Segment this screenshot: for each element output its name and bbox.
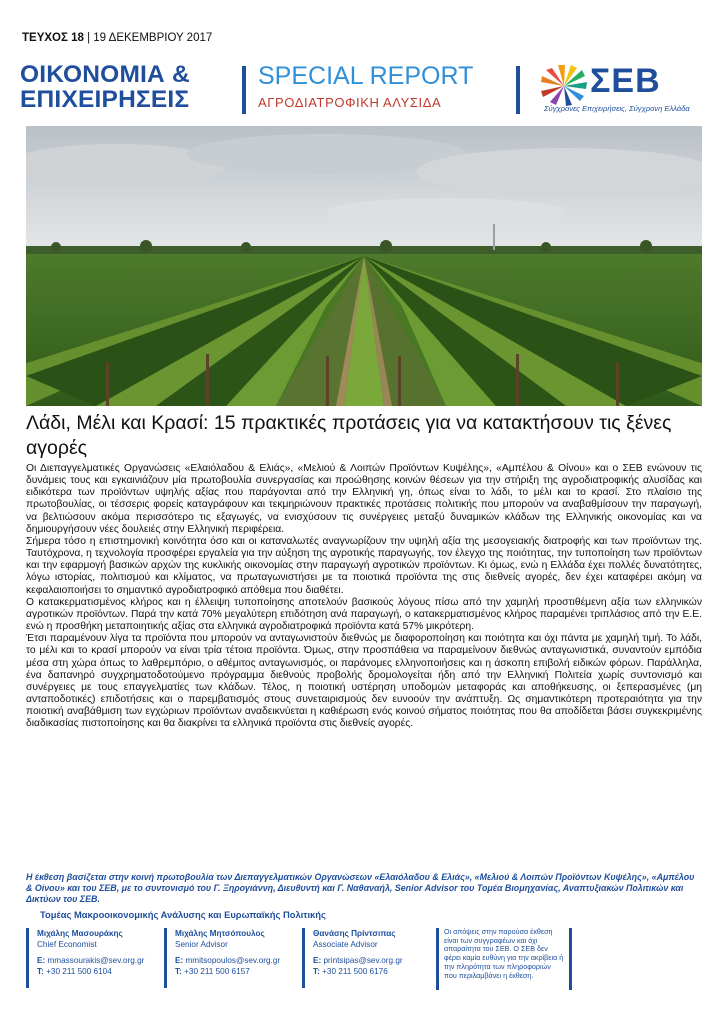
- contact-name: Θανάσης Πρίντσιπας: [313, 929, 396, 938]
- issue-separator: |: [87, 32, 91, 44]
- special-report-label: SPECIAL REPORT: [258, 62, 474, 90]
- phone-key: T:: [175, 967, 182, 976]
- contact-phone: +30 211 500 6157: [184, 967, 250, 976]
- department-name: Τομέας Μακροοικονομικής Ανάλυσης και Ευρωπαϊκής Πολιτικής: [40, 909, 326, 920]
- contact-role: Associate Advisor: [313, 940, 378, 949]
- article-body: [26, 463, 702, 730]
- report-topic: ΑΓΡΟΔΙΑΤΡΟΦΙΚΗ ΑΛΥΣΙΔΑ: [258, 95, 442, 110]
- contact-list: [26, 928, 456, 988]
- contact-card: [164, 928, 299, 988]
- phone-key: T:: [37, 967, 44, 976]
- article-paragraph: Οι Διεπαγγελματικές Οργανώσεις «Ελαιόλαδου & Ελιάς», «Μελιού & Λοιπών Προϊόντων Κυψέλης», «Αμπέλου & Οίνου» και ο ΣΕΒ ενώνουν τις δυνάμεις τους και εγκαινιάζουν μία πρωτοβουλία συνεργασίας και προώθησης κοινών θέσεων για την στήριξη της αγροδιατροφικής αλυσίδας και ειδικότερα των προϊόντων υψηλής αξίας που παράγονται από την Ελληνική γη, όπως είναι το λάδι, το μέλι και το κρασί. Στο πλαίσιο της πρωτοβουλίας, οι τέσσερις φορείς καταγράφουν και τεκμηριώνουν πρακτικές προτάσεις πολιτικής που μπορούν να αναβαθμίσουν την παραγωγή, να βελτιώσουν ακόμα περισσότερο τις εξαγωγές, να ενισχύσουν τις συνέργειες μεταξύ δυναμικών κλάδων της Ελληνικής οικονομίας και να δημιουργήσουν νέες δουλειές στην Ελληνική περιφέρεια.: [26, 463, 702, 535]
- contact-card: [26, 928, 161, 988]
- email-key: E:: [175, 956, 184, 965]
- contact-phone: +30 211 500 6104: [46, 967, 112, 976]
- article-paragraph: Σήμερα τόσο η επιστημονική κοινότητα όσο και οι καταναλωτές αναγνωρίζουν την υψηλή αξία της μεσογειακής διατροφής και των προϊόντων της. Ταυτόχρονα, η τεχνολογία προσφέρει εργαλεία για την αύξηση της αγροτικής παραγωγής, τον έλεγχο της ποιότητας, την τυποποίηση των προϊόντων και την εφαρμογή βασικών αρχών της κυκλικής οικονομίας στην παραγωγή αγροτικών προϊόντων. Κι όμως, ενώ η Ελλάδα έχει πολλές δυνατότητες, λόγω ιστορίας, πολιτισμού και κλίματος, να πρωταγωνιστήσει με τα ποιοτικά προϊόντα της στις διεθνείς αγορές, δεν έχει καταφέρει ακόμη να κεφαλαιοποιήσει το σημαντικό αγροδιατροφικό απόθεμα που διαθέτει.: [26, 535, 702, 596]
- contact-name: Μιχάλης Μασουράκης: [37, 929, 123, 938]
- email-key: E:: [37, 956, 46, 965]
- masthead: [20, 62, 710, 122]
- vineyard-rows-photo-icon: [26, 126, 702, 406]
- publication-title-line2: ΕΠΙΧΕΙΡΗΣΕΙΣ: [20, 86, 190, 113]
- contact-role: Senior Advisor: [175, 940, 228, 949]
- contact-name: Μιχάλης Μητσόπουλος: [175, 929, 265, 938]
- contact-email-row: [175, 955, 299, 966]
- issue-line: [22, 32, 212, 44]
- contact-email[interactable]: printsipas@sev.org.gr: [323, 956, 403, 965]
- contact-phone: +30 211 500 6176: [322, 967, 388, 976]
- issue-number: ΤΕΥΧΟΣ 18: [22, 32, 84, 44]
- masthead-divider: [242, 66, 246, 114]
- publication-title-line1: ΟΙΚΟΝΟΜΙΑ &: [20, 61, 190, 88]
- contact-role: Chief Economist: [37, 940, 97, 949]
- article-headline: Λάδι, Μέλι και Κρασί: 15 πρακτικές προτάσεις για να κατακτήσουν τις ξένες αγορές: [26, 412, 672, 459]
- sev-starburst-logo-icon: [540, 64, 588, 106]
- contact-phone-row: [175, 966, 299, 977]
- phone-key: T:: [313, 967, 320, 976]
- contact-phone-row: [313, 966, 437, 977]
- contact-phone-row: [37, 966, 161, 977]
- email-key: E:: [313, 956, 322, 965]
- disclaimer-note: Οι απόψεις στην παρούσα έκθεση είναι των συγγραφέων και όχι απαραίτητα του ΣΕΒ. Ο ΣΕΒ δεν φέρει καμία ευθύνη για την ακρίβεια ή την πληρότητα των πληροφοριών που περιλαμβάνει η έκθεση.: [436, 928, 572, 990]
- contact-email-row: [313, 955, 437, 966]
- masthead-divider: [516, 66, 520, 114]
- contact-email-row: [37, 955, 161, 966]
- article-paragraph: Ο κατακερματισμένος κλήρος και η έλλειψη τυποποίησης αποτελούν βασικούς λόγους πίσω από την χαμηλή προστιθέμενη αξία των ελληνικών αγροτικών προϊόντων. Παρά την κατά 70% μεγαλύτερη επιδότηση ανά παραγωγή, ο κατακερματισμένος κλήρος παραμένει τριπλάσιος από την Ε.Ε. ενώ η προσθήκη μεταποιητικής αξίας στα ελληνικά αγροδιατροφικά προϊόντα κατά 57% μικρότερη.: [26, 596, 702, 633]
- contact-email[interactable]: mmitsopoulos@sev.org.gr: [185, 956, 281, 965]
- contact-email[interactable]: mmassourakis@sev.org.gr: [47, 956, 145, 965]
- report-credit: Η έκθεση βασίζεται στην κοινή πρωτοβουλία των Διεπαγγελματικών Οργανώσεων «Ελαιόλαδου & Ελιάς», «Μελιού & Λοιπών Προϊόντων Κυψέλης», «Αμπέλου & Οίνου» και του ΣΕΒ, με το συντονισμό του Γ. Ξηρογιάννη, Διευθυντή και Γ. Ναθαναήλ, Senior Advisor του Τομέα Βιομηχανίας, Αναπτυξιακών Πολιτικών και Δικτύων του ΣΕΒ.: [26, 872, 695, 904]
- sev-logo-tagline: Σύγχρονες Επιχειρήσεις, Σύγχρονη Ελλάδα: [544, 104, 690, 113]
- issue-date: 19 ΔΕΚΕΜΒΡΙΟΥ 2017: [93, 32, 213, 44]
- report-heading: [258, 62, 513, 110]
- sev-logo: [536, 62, 712, 118]
- article-paragraph: Έτσι παραμένουν λίγα τα προϊόντα που μπορούν να ανταγωνιστούν διεθνώς με διαφοροποίηση και ποιότητα και όχι πάντα με χαμηλή τιμή. Το λάδι, το μέλι και το κρασί μπορούν να είναι τρία τέτοια προϊόντα. Όμως, στην προσπάθεια να παραμείνουν διεθνώς ανταγωνιστικά, συναντούν εμπόδια μέσα στη χώρα όπως το λαθρεμπόριο, ο αθέμιτος ανταγωνισμός, οι παράνομες ελληνοποιήσεις και η άσκοπη επιβολή ειδικών φόρων. Παράλληλα, ένα δαπανηρό συγχρηματοδοτούμενο πρόγραμμα διεθνούς προβολής δρομολογείται ήδη από την Ελληνική Πολιτεία χωρίς συντονισμό και συνέργειες με τους επαγγελματίες των κλάδων. Τέλος, η ποιοτική υστέρηση υποδομών μεταφοράς και αποθήκευσης, οι ξεπερασμένες (μη ανταποδοτικές) επιδοτήσεις και ο παρεμβατισμός στους συνεταιρισμούς δεν ευνοούν την ανάπτυξη. Ως σημαντικότερη προτεραιότητα για την ποιοτική αναβάθμιση των εγχώριων προϊόντων αναδεικνύεται η καθιέρωση ενός κοινού σήματος ποιότητας που θα αποδίδεται βάσει συγκεκριμένης διαδικασίας πιστοποίησης και θα διακρίνει τα ελληνικά προϊόντα στις διεθνείς αγορές.: [26, 633, 702, 730]
- vineyard-photo: [26, 126, 702, 406]
- contact-card: [302, 928, 437, 988]
- sev-logo-word: ΣΕΒ: [590, 62, 661, 100]
- publication-title: [20, 62, 235, 112]
